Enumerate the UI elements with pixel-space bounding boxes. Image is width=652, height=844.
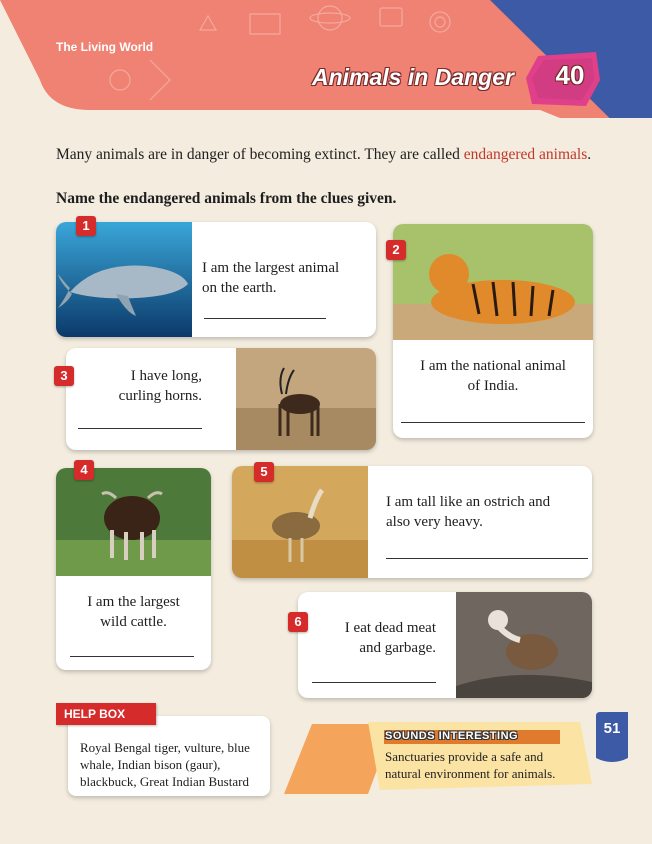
clue-1-line2: on the earth. [202,280,277,296]
clue-4-line2: wild cattle. [100,614,167,630]
clue-5-line1: I am tall like an ostrich and [386,494,551,510]
clue-6-line2: and garbage. [359,640,436,656]
clue-3-answer-line[interactable] [78,428,202,429]
gaur-photo [56,468,211,576]
clue-5-line2: also very heavy. [386,514,483,530]
clue-2-line2: of India. [467,378,519,394]
intro-text-before: Many animals are in danger of becoming extinct. They are called [56,146,464,163]
clue-6-line1: I eat dead meat [344,620,436,636]
clue-4-number: 4 [74,460,94,480]
help-box-label: HELP BOX [56,703,156,725]
clue-3-line1: I have long, [130,368,202,384]
bustard-photo [232,466,368,578]
clue-2-number: 2 [386,240,406,260]
clue-1-line1: I am the largest animal [202,260,340,276]
clue-card-6 [298,592,592,698]
clue-4-answer-line[interactable] [70,656,194,657]
instruction: Name the endangered animals from the clues given. [56,190,397,207]
clue-3-number: 3 [54,366,74,386]
clue-1-text [202,258,372,298]
sounds-interesting-text: Sanctuaries provide a safe and natural environment for animals. [385,749,556,781]
clue-card-1 [56,222,376,337]
clue-2-text [403,356,583,396]
worksheet-number: 40 [555,60,585,90]
clue-6-number: 6 [288,612,308,632]
clue-1-number: 1 [76,216,96,236]
clue-card-2 [393,224,593,438]
clue-6-answer-line[interactable] [312,682,436,683]
clue-4-text [64,592,203,632]
intro-keyword: endangered animals [463,146,588,163]
clue-card-5 [232,466,592,578]
clue-4-line1: I am the largest [87,594,180,610]
sounds-interesting-label: SOUNDS INTERESTING [385,730,519,742]
clue-card-3 [66,348,376,450]
clue-5-number: 5 [254,462,274,482]
clue-5-answer-line[interactable] [386,558,588,559]
vulture-photo [456,592,592,698]
intro-text-after: . [587,146,592,163]
subject-label: The Living World [56,40,154,54]
intro-text [56,144,604,165]
clue-6-text [318,618,436,658]
tiger-photo [393,224,593,340]
clue-2-answer-line[interactable] [401,422,585,423]
clue-card-4 [56,468,211,670]
help-box-text: Royal Bengal tiger, vulture, blue whale, Indian bison (gaur), blackbuck, Great Indian Bustard [80,740,250,789]
clue-3-line2: curling horns. [118,388,202,404]
blue-whale-photo [56,222,192,337]
page-number: 51 [603,720,621,737]
clue-5-text [386,492,586,532]
clue-1-answer-line[interactable] [204,318,326,319]
clue-2-line1: I am the national animal [420,358,566,374]
blackbuck-photo [236,348,376,450]
page-title: Animals in Danger [312,64,514,90]
clue-3-text [86,366,202,406]
